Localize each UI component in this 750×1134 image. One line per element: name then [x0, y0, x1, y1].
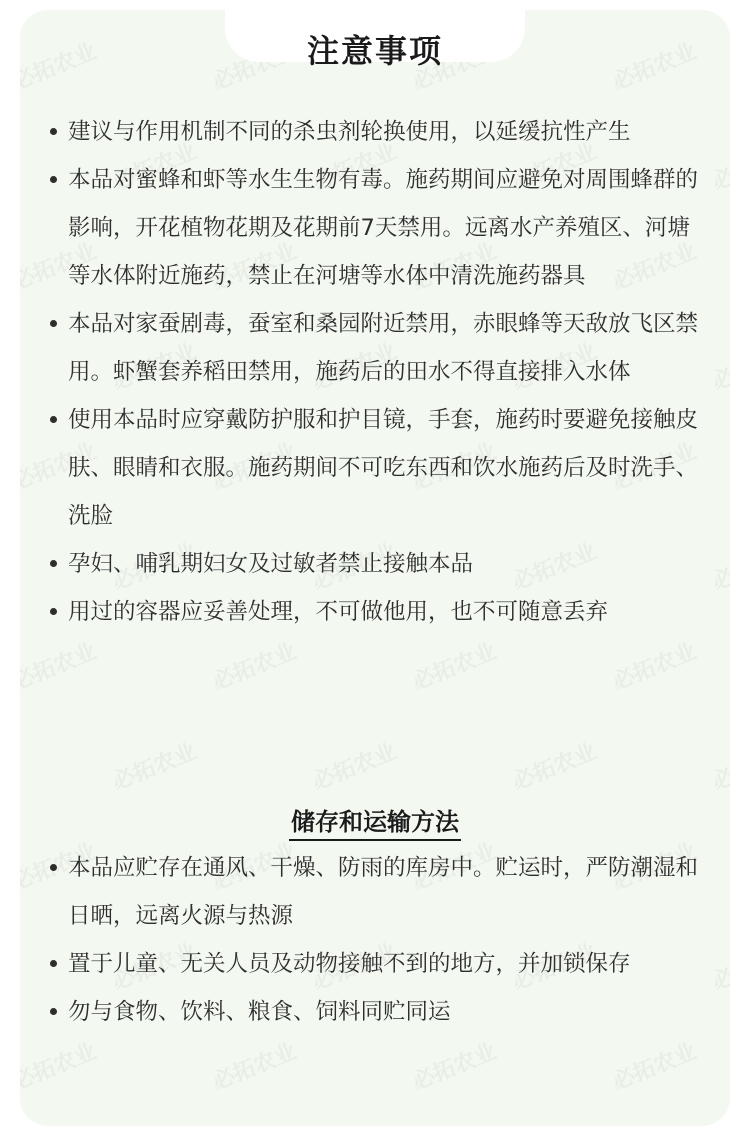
bullet-icon — [50, 864, 57, 871]
watermark-text — [20, 635, 101, 697]
list-item — [20, 108, 730, 156]
list-item-text: 建议与作用机制不同的杀虫剂轮换使用，以延缓抗性产生 — [68, 119, 631, 145]
watermark-text — [207, 1035, 300, 1097]
list-item-text: 本品对家蚕剧毒，蚕室和桑园附近禁用，赤眼蜂等天敌放飞区禁用。虾蟹套养稻田禁用，施药后的田水不得直接排入水体 — [68, 311, 699, 385]
list-item-text: 勿与食物、饮料、粮食、饲料同贮同运 — [68, 999, 451, 1025]
watermark-text — [20, 1035, 101, 1097]
list-item — [20, 396, 730, 540]
watermark-text — [507, 735, 600, 797]
list-item-text: 本品应贮存在通风、干燥、防雨的库房中。贮运时，严防潮湿和日晒，远离火源与热源 — [68, 855, 699, 929]
bullet-icon — [50, 960, 57, 967]
watermark-text — [207, 635, 300, 697]
list-item — [20, 540, 730, 588]
watermark-text — [407, 635, 500, 697]
list-item-text: 置于儿童、无关人员及动物接触不到的地方，并加锁保存 — [68, 951, 631, 977]
bullet-icon — [50, 1008, 57, 1015]
watermark-text — [607, 635, 700, 697]
list-item — [20, 844, 730, 940]
watermark-text — [607, 1035, 700, 1097]
bullet-icon — [50, 320, 57, 327]
watermark-text — [307, 735, 400, 797]
bullet-icon — [50, 416, 57, 423]
list-item-text: 使用本品时应穿戴防护服和护目镜，手套，施药时要避免接触皮肤、眼睛和衣服。施药期间不可吃东西和饮水施药后及时洗手、洗脸 — [68, 407, 699, 529]
watermark-text — [407, 1035, 500, 1097]
list-item — [20, 156, 730, 300]
list-item — [20, 988, 730, 1036]
list-item-text: 用过的容器应妥善处理，不可做他用，也不可随意丢弃 — [68, 599, 609, 625]
watermark-text — [107, 735, 200, 797]
bullet-icon — [50, 128, 57, 135]
list-item-text: 本品对蜜蜂和虾等水生生物有毒。施药期间应避免对周围蜂群的影响，开花植物花期及花期前7天禁用。远离水产养殖区、河塘等水体附近施药，禁止在河塘等水体中清洗施药器具 — [68, 167, 699, 289]
watermark-text — [707, 735, 730, 797]
list-item — [20, 588, 730, 636]
list-item-text: 孕妇、哺乳期妇女及过敏者禁止接触本品 — [68, 551, 474, 577]
storage-heading — [20, 802, 730, 841]
storage-list — [20, 844, 730, 1036]
bullet-icon — [50, 608, 57, 615]
list-item — [20, 300, 730, 396]
list-item — [20, 940, 730, 988]
storage-heading-text: 储存和运输方法 — [289, 802, 461, 841]
bullet-icon — [50, 560, 57, 567]
precautions-list — [20, 108, 730, 636]
page-title: 注意事项 — [306, 32, 443, 70]
notice-card — [20, 10, 730, 1126]
bullet-icon — [50, 176, 57, 183]
